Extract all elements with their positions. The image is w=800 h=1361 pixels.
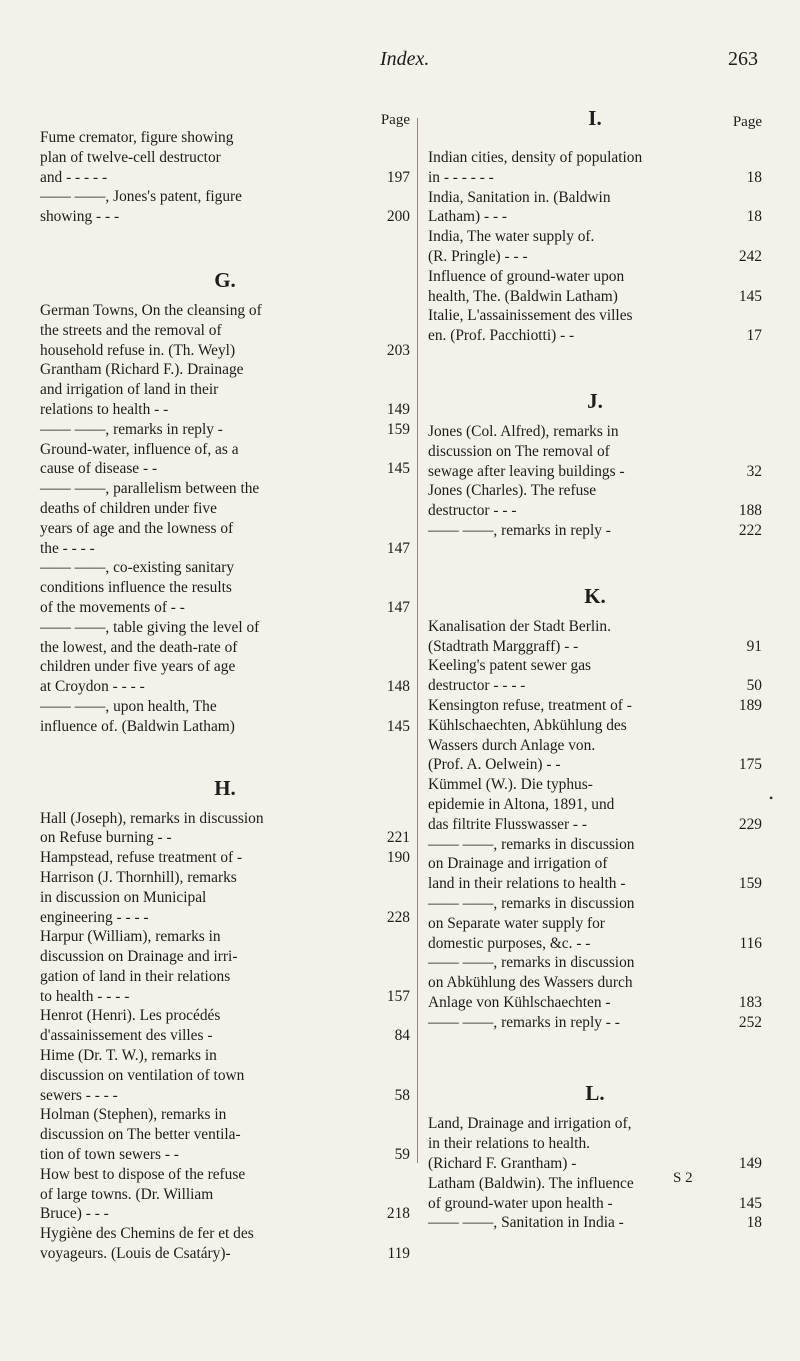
page-column-label: Page [380,112,410,128]
section-letter: L. [585,1081,605,1106]
entry-page-number: 17 [746,327,762,345]
entry-page-number: 18 [746,208,762,226]
index-section [40,259,410,737]
index-entry [40,618,410,697]
index-entry [428,894,762,953]
index-entry [428,521,762,541]
entry-text: India, Sanitation in. (Baldwin Latham) - - - [428,188,611,226]
index-entry [428,306,762,346]
entry-text: Kanalisation der Stadt Berlin. (Stadtrath Marggraff) - - [428,617,611,655]
entry-page-number: 58 [394,1086,410,1104]
index-entry [40,1105,410,1164]
index-entry [428,148,762,188]
entry-text: Grantham (Richard F.). Drainage and irrigation of land in their relations to health - - [40,361,244,418]
entry-page-number: 157 [386,987,410,1005]
entry-text: Influence of ground-water upon health, The. (Baldwin Latham) [428,267,625,305]
entry-text: Kümmel (W.). Die typhus- epidemie in Altona, 1891, und das filtrite Flusswasser - - [428,776,615,833]
index-entry [428,1213,762,1233]
section-letter: H. [214,775,236,800]
right-column [428,106,762,1233]
entry-page-number: 221 [386,829,410,847]
entry-text: —— ——, table giving the level of the lowest, and the death-rate of children under five years of age at Croydon - - - - [40,618,260,696]
index-entry [428,775,762,834]
entry-text: India, The water supply of. (R. Pringle) - - - [428,228,595,265]
index-entry [428,227,762,267]
entry-text: —— ——, Jones's patent, figure showing - - - [40,188,242,226]
index-entry [40,848,410,868]
column-divider [417,118,418,1163]
index-section [40,128,410,227]
entry-page-number: 242 [738,247,762,265]
entry-page-number: 147 [386,598,410,616]
entry-page-number: 18 [746,168,762,186]
left-column [40,112,410,1264]
index-entry [40,697,410,737]
index-entry [40,1165,410,1224]
index-section [428,380,762,541]
entry-page-number: 50 [746,677,762,695]
entry-text: Kühlschaechten, Abkühlung des Wassers durch Anlage von. (Prof. A. Oelwein) - - [428,716,627,774]
entry-text: Keeling's patent sewer gas destructor - - - - [428,657,592,695]
entry-text: Ground-water, influence of, as a cause of disease - - [40,440,239,478]
entry-page-number: 190 [386,849,410,867]
entry-page-number: 183 [738,993,762,1011]
index-entry [40,809,410,849]
margin-mark: • [769,791,774,805]
entry-text: —— ——, remarks in discussion on Abkühlung des Wassers durch Anlage von Kühlschaechten - [428,954,635,1011]
index-section [40,767,410,1264]
entry-page-number: 222 [738,521,762,539]
entry-page-number: 148 [386,678,410,696]
index-entry [428,656,762,696]
entry-page-number: 18 [746,1214,762,1232]
entry-page-number: 149 [738,1155,762,1173]
index-entry [428,481,762,521]
entry-text: Indian cities, density of population in - - - - - - [428,149,643,186]
entry-text: German Towns, On the cleansing of the streets and the removal of household refuse in. (Th. Weyl) [40,301,262,359]
index-entry [428,1114,762,1173]
signature-mark: S 2 [673,1170,693,1186]
entry-page-number: 197 [386,168,410,186]
entry-text: —— ——, parallelism between the deaths of children under five years of age and the lowness of the - - - - [40,480,260,557]
index-entry [40,868,410,927]
entry-text: How best to dispose of the refuse of large towns. (Dr. William Bruce) - - - [40,1165,246,1223]
index-entry [40,1046,410,1105]
entry-text: Jones (Col. Alfred), remarks in discussion on The removal of sewage after leaving buildings - [428,422,625,480]
section-letter: G. [214,267,236,292]
entry-page-number: 145 [738,287,762,305]
entry-text: Latham (Baldwin). The influence of ground-water upon health - [428,1174,634,1212]
page-column-label: Page [732,114,762,130]
entry-text: Hygiène des Chemins de fer et des voyageurs. (Louis de Csatáry)- [40,1225,254,1263]
entry-page-number: 149 [386,400,410,418]
index-entry [428,617,762,657]
entry-text: —— ——, upon health, The influence of. (Baldwin Latham) [40,697,235,735]
entry-page-number: 200 [386,208,410,226]
index-entry [40,1224,410,1264]
entry-page-number: 189 [738,696,762,714]
entry-page-number: 32 [746,462,762,480]
running-title: Index. [380,48,430,70]
entry-page-number: 116 [739,934,762,952]
index-entry [428,267,762,307]
index-section [428,575,762,1033]
index-entry [40,420,410,440]
entry-text: —— ——, remarks in reply - [428,521,611,539]
entry-page-number: 229 [738,815,762,833]
section-letter: J. [587,388,603,413]
index-entry [40,440,410,480]
index-entry [428,1013,762,1033]
entry-page-number: 159 [738,875,762,893]
index-entry [428,696,762,716]
entry-text: Holman (Stephen), remarks in discussion on The better ventila- tion of town sewers - - [40,1106,241,1164]
entry-text: Hall (Joseph), remarks in discussion on Refuse burning - - [40,809,264,847]
index-entry [40,301,410,360]
entry-page-number: 147 [386,539,410,557]
index-entry [428,953,762,1012]
entry-page-number: 145 [386,460,410,478]
index-entry [40,187,410,227]
index-entry [428,835,762,894]
entry-text: —— ——, remarks in reply - - [428,1013,620,1031]
index-entry [40,927,410,1006]
index-section [428,104,762,346]
entry-page-number: 159 [386,420,410,438]
entry-text: —— ——, remarks in reply - [40,420,223,438]
entry-text: Hampstead, refuse treatment of - [40,849,243,867]
page-number: 263 [728,48,758,70]
index-entry [40,1006,410,1046]
entry-text: Harrison (J. Thornhill), remarks in discussion on Municipal engineering - - - - [40,868,237,926]
entry-text: Italie, L'assainissement des villes en. (Prof. Pacchiotti) - - [428,307,633,345]
entry-text: —— ——, Sanitation in India - [428,1214,624,1232]
index-entry [428,422,762,481]
entry-page-number: 175 [738,756,762,774]
index-entry [40,360,410,419]
entry-text: Kensington refuse, treatment of - [428,696,632,714]
entry-text: Harpur (William), remarks in discussion on Drainage and irri- gation of land in their relations to health - - - - [40,928,238,1005]
index-section [428,1072,762,1233]
entry-text: —— ——, co-existing sanitary conditions influence the results of the movements of - - [40,559,235,616]
index-entry [40,128,410,187]
entry-text: Land, Drainage and irrigation of, in their relations to health. (Richard F. Grantham) - [428,1115,632,1173]
entry-page-number: 188 [738,502,762,520]
entry-page-number: 91 [746,637,762,655]
entry-text: —— ——, remarks in discussion on Drainage and irrigation of land in their relations to health - [428,835,635,893]
section-letter: K. [584,583,606,608]
entry-page-number: 145 [738,1194,762,1212]
entry-page-number: 84 [394,1027,410,1045]
running-header [0,48,800,88]
index-entry [428,188,762,228]
entry-page-number: 59 [394,1146,410,1164]
entry-text: Fume cremator, figure showing plan of twelve-cell destructor and - - - - - [40,129,234,186]
entry-text: —— ——, remarks in discussion on Separate water supply for domestic purposes, &c. - - [428,894,635,952]
entry-text: Henrot (Henri). Les procédés d'assainissement des villes - [40,1007,221,1045]
entry-text: Jones (Charles). The refuse destructor - - - [428,482,597,520]
index-entry [428,716,762,775]
index-entry [428,1174,762,1214]
section-letter: I. [588,106,602,130]
entry-text: Hime (Dr. T. W.), remarks in discussion on ventilation of town sewers - - - - [40,1047,245,1104]
entry-page-number: 145 [386,717,410,735]
index-entry [40,558,410,617]
entry-page-number: 252 [738,1013,762,1031]
entry-page-number: 218 [386,1205,410,1223]
entry-page-number: 203 [386,341,410,359]
entry-page-number: 228 [386,908,410,926]
entry-page-number: 119 [387,1245,410,1263]
index-entry [40,479,410,558]
